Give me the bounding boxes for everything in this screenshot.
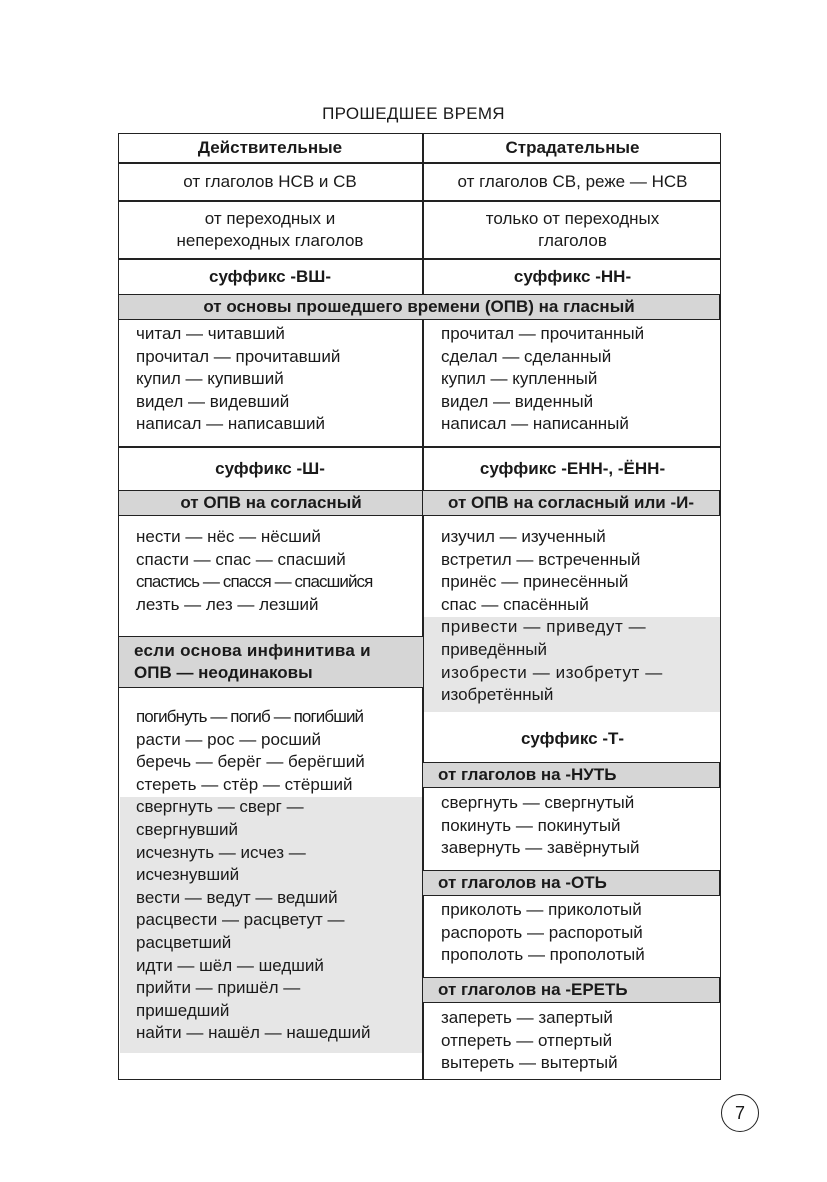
example: погибнуть — погиб — погибший [136, 707, 364, 726]
example: встретил — встреченный [441, 549, 641, 569]
example: читал — читавший [136, 324, 285, 343]
page-number: 7 [721, 1094, 759, 1132]
active-transitivity [118, 202, 422, 258]
active-examples-vowel [136, 323, 340, 436]
example: сделал — сделанный [441, 346, 612, 366]
passive-examples-eret [441, 1007, 618, 1075]
example: спас — спасённый [441, 594, 589, 614]
example: пришедший [136, 1000, 230, 1020]
active-verb-aspect: от глаголов НСВ и СВ [183, 172, 357, 191]
example: привести — приведут — [441, 617, 647, 637]
active-transitivity-line: непереходных глаголов [176, 231, 364, 250]
example: запереть — запертый [441, 1008, 613, 1027]
example: видел — видевший [136, 391, 290, 411]
example: лезть — лез — лезший [136, 594, 319, 614]
example: стереть — стёр — стёрший [136, 774, 353, 794]
passive-verb-aspect: от глаголов СВ, реже — НСВ [457, 172, 688, 191]
band-line: если основа инфинитива и [134, 641, 371, 660]
example: идти — шёл — шедший [136, 955, 324, 975]
example: принёс — принесённый [441, 572, 629, 592]
example: исчезнуть — исчез — [136, 842, 306, 862]
passive-examples-consonant [441, 526, 663, 707]
header-active: Действительные [197, 138, 343, 157]
passive-transitivity-line: только от переходных [485, 209, 660, 228]
example: прийти — пришёл — [136, 978, 301, 998]
example: написал — написавший [136, 414, 326, 434]
example: расти — рос — росший [136, 729, 322, 749]
suffix-t-heading: суффикс -Т- [520, 729, 625, 748]
active-transitivity-line: от переходных и [204, 209, 336, 228]
band-ot-verbs: от глаголов на -ОТЬ [422, 870, 720, 896]
active-examples-infinitive [136, 706, 370, 1045]
example: расцветший [136, 932, 232, 952]
band-active-consonant: от ОПВ на согласный [118, 490, 424, 516]
suffix-enn-heading: суффикс -ЕНН-, -ЁНН- [479, 459, 666, 478]
example: свергнуть — сверг — [136, 797, 304, 817]
example: исчезнувший [136, 865, 240, 885]
example: свергнуть — свергнутый [441, 793, 635, 812]
band-nut-verbs: от глаголов на -НУТЬ [422, 762, 720, 788]
example: купил — купленный [441, 369, 598, 389]
passive-transitivity-line: глаголов [538, 231, 607, 250]
page-title: ПРОШЕДШЕЕ ВРЕМЯ [322, 104, 505, 123]
example: вести — ведут — ведший [136, 887, 338, 907]
example: прополоть — прополотый [441, 945, 645, 965]
band-passive-consonant: от ОПВ на согласный или -И- [422, 490, 720, 516]
example: видел — виденный [441, 391, 594, 411]
example: нести — нёс — нёсший [136, 527, 321, 546]
band-line: ОПВ — неодинаковы [134, 663, 313, 682]
example: свергнувший [136, 819, 238, 839]
suffix-sh-heading: суффикс -Ш- [215, 459, 325, 478]
passive-examples-vowel [441, 323, 644, 436]
example: прочитал — прочитавший [136, 346, 341, 366]
header-passive: Страдательные [505, 138, 640, 157]
example: приведённый [441, 639, 547, 659]
band-infinitive-differs [118, 636, 424, 688]
passive-transitivity [424, 202, 721, 258]
example: прочитал — прочитанный [441, 324, 645, 343]
example: спастись — спасся — спасшийся [136, 572, 373, 592]
example: расцвести — расцветут — [136, 910, 345, 930]
example: написал — написанный [441, 414, 629, 434]
example: найти — нашёл — нашедший [136, 1023, 371, 1043]
suffix-nn-heading: суффикс -НН- [513, 267, 632, 286]
example: беречь — берёг — берёгший [136, 752, 365, 772]
example: изучил — изученный [441, 527, 606, 546]
passive-examples-nut [441, 792, 640, 860]
suffix-vsh-heading: суффикс -ВШ- [208, 267, 332, 286]
band-vowel-stem: от основы прошедшего времени (ОПВ) на гласный [118, 294, 720, 320]
example: изобрести — изобретут — [441, 662, 663, 682]
example: спасти — спас — спасший [136, 549, 346, 569]
passive-examples-ot [441, 899, 645, 967]
example: купил — купивший [136, 369, 284, 389]
example: изобретённый [441, 685, 554, 705]
band-eret-verbs: от глаголов на -ЕРЕТЬ [422, 977, 720, 1003]
active-examples-consonant [136, 526, 372, 616]
example: отпереть — отпертый [441, 1030, 613, 1050]
example: вытереть — вытертый [441, 1053, 618, 1073]
example: приколоть — приколотый [441, 900, 642, 919]
example: распороть — распоротый [441, 922, 643, 942]
example: покинуть — покинутый [441, 815, 621, 835]
example: завернуть — завёрнутый [441, 838, 640, 858]
